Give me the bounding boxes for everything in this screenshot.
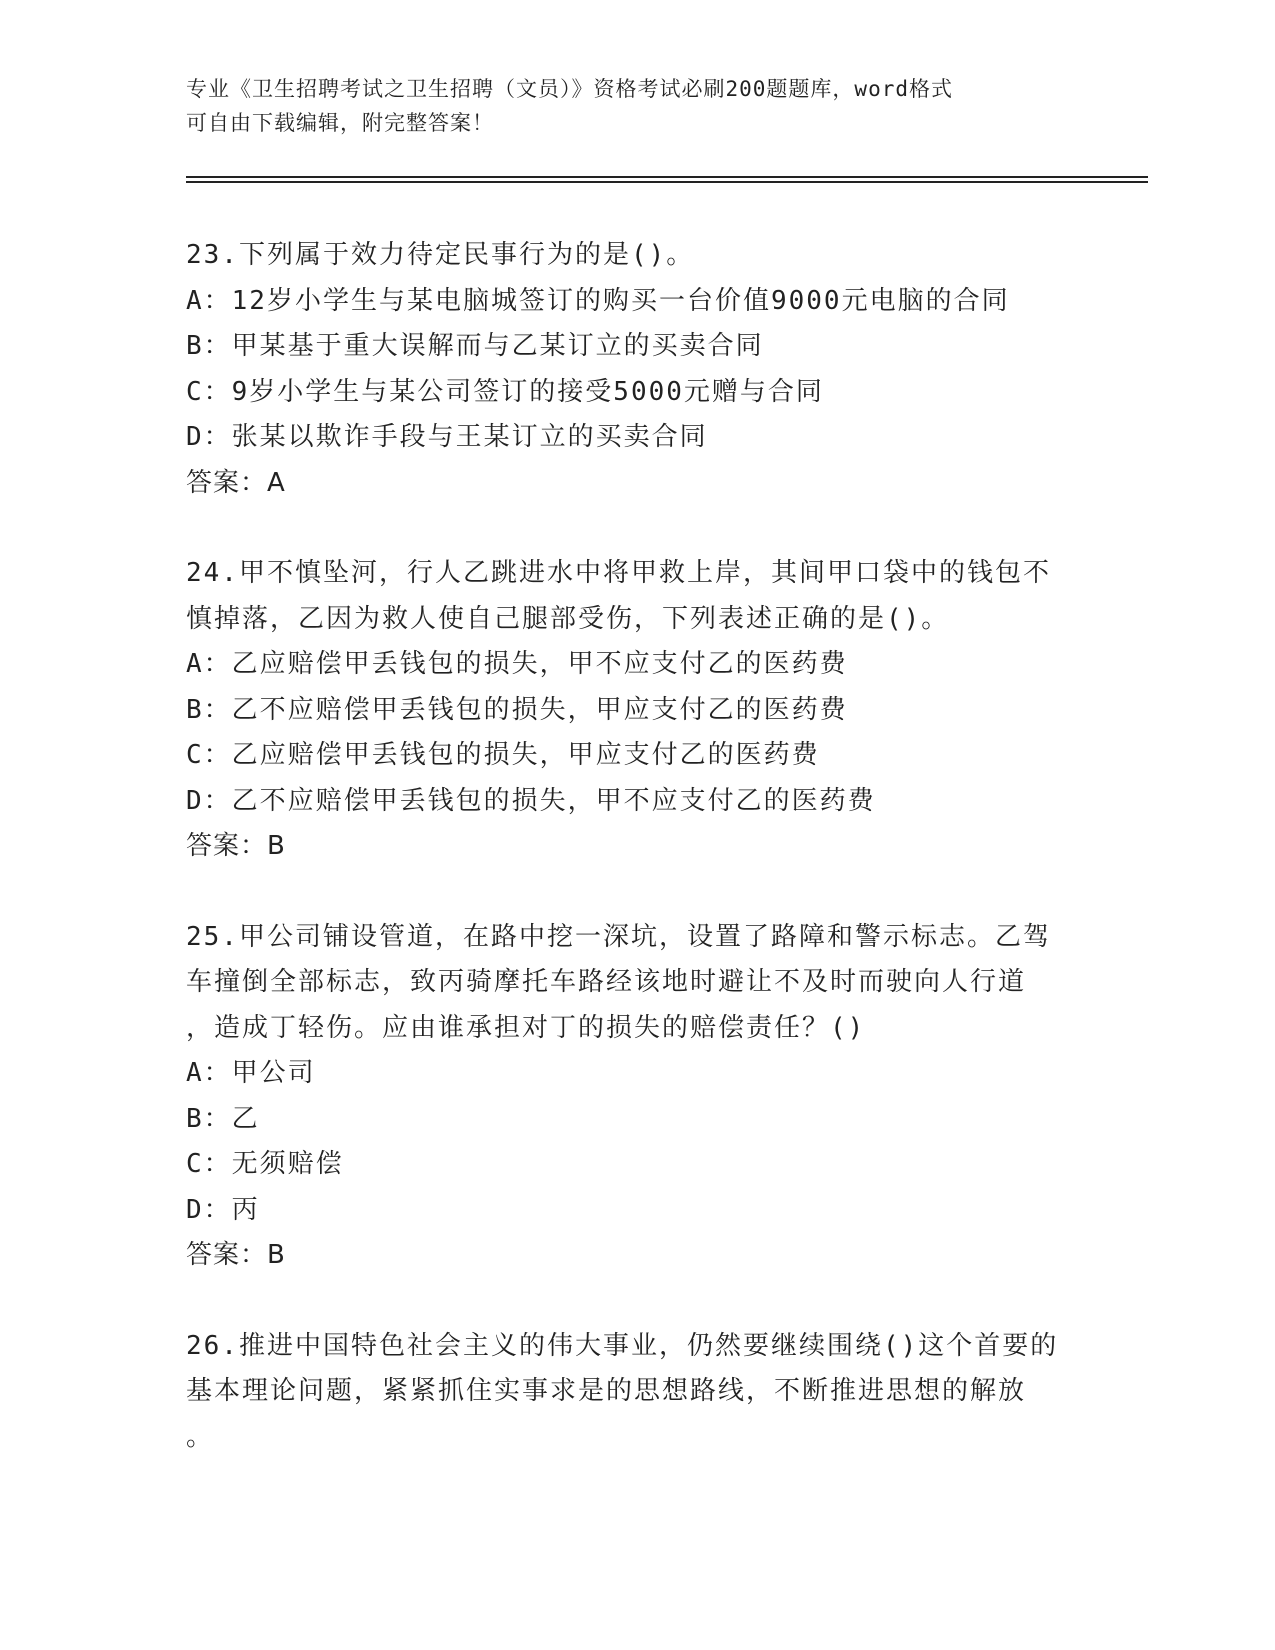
option-d: D：乙不应赔偿甲丢钱包的损失，甲不应支付乙的医药费 [186,785,876,816]
option-d: D：张某以欺诈手段与王某订立的买卖合同 [186,422,708,452]
answer-line: 答案：A [186,467,286,498]
option-b: B：乙不应赔偿甲丢钱包的损失，甲应支付乙的医药费 [186,694,848,725]
question-stem-line: 车撞倒全部标志，致丙骑摩托车路经该地时避让不及时而驶向人行道 [186,967,1027,997]
question-list [186,233,1086,1505]
option-a: A：乙应赔偿甲丢钱包的损失，甲不应支付乙的医药费 [186,649,848,679]
question-stem-line: ，造成丁轻伤。应由谁承担对丁的损失的赔偿责任？() [186,1012,866,1043]
question-stem-line: 23.下列属于效力待定民事行为的是()。 [186,240,695,270]
question-stem-line: 25.甲公司铺设管道，在路中挖一深坑，设置了路障和警示标志。乙驾 [186,921,1051,952]
header-divider-top [186,176,1148,178]
header-line-2: 可自由下载编辑，附完整答案！ [186,111,494,135]
answer-line: 答案：B [186,1240,286,1270]
header-line-1: 专业《卫生招聘考试之卫生招聘（文员）》资格考试必刷200题题库，word格式 [186,77,953,101]
document-header [186,72,1056,140]
option-a: A：甲公司 [186,1058,316,1088]
question-stem-line: 24.甲不慎坠河，行人乙跳进水中将甲救上岸，其间甲口袋中的钱包不 [186,558,1051,588]
option-a: A：12岁小学生与某电脑城签订的购买一台价值9000元电脑的合同 [186,285,1010,316]
question-26 [186,1324,1086,1461]
question-stem-line: 慎掉落，乙因为救人使自己腿部受伤，下列表述正确的是()。 [186,603,950,634]
header-divider-bottom [186,181,1148,183]
question-24 [186,551,1086,870]
option-b: B：乙 [186,1103,260,1134]
question-25 [186,915,1086,1279]
option-c: C：9岁小学生与某公司签订的接受5000元赠与合同 [186,376,824,407]
option-c: C：无须赔偿 [186,1149,344,1179]
option-c: C：乙应赔偿甲丢钱包的损失，甲应支付乙的医药费 [186,740,820,770]
question-stem-line: 26.推进中国特色社会主义的伟大事业，仍然要继续围绕()这个首要的 [186,1330,1059,1361]
question-stem-line: 。 [186,1421,215,1452]
option-d: D：丙 [186,1194,260,1225]
option-b: B：甲某基于重大误解而与乙某订立的买卖合同 [186,331,764,361]
answer-line: 答案：B [186,831,286,861]
question-stem-line: 基本理论问题，紧紧抓住实事求是的思想路线，不断推进思想的解放 [186,1376,1027,1406]
question-23 [186,233,1086,506]
